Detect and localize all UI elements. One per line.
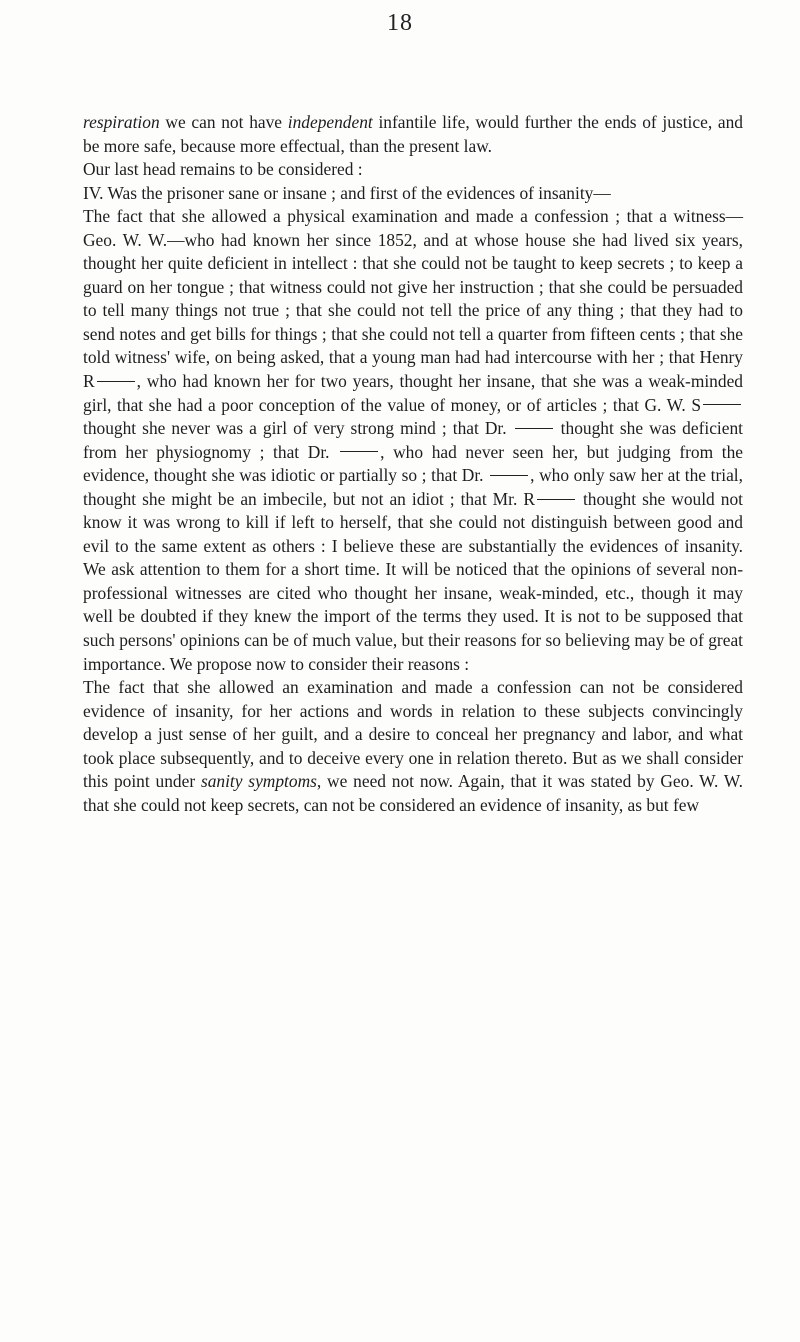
text-run: we can not have: [159, 112, 288, 132]
italic-text: respiration: [83, 112, 160, 132]
italic-text: independent: [287, 112, 373, 132]
text-run: thought she would not know it was wrong to kill if left to herself, that she could not distinguish between good and evil to the same extent as others : I believe these are substantially the evidences of insanity. We ask attention to them for a short time. It will be noticed that the opinions of several non-professional witnesses are cited who thought her insane, weak-minded, etc., though it may well be doubted if they knew the import of the terms they used. It is not to be supposed that such persons' opinions can be of much value, but their reasons for so believing may be of great importance. We propose now to consider their reasons :: [83, 488, 743, 674]
italic-text: sanity symptoms: [200, 771, 317, 792]
text-run: thought she never was a girl of very strong mind ; that Dr.: [83, 418, 513, 439]
text-run: , who had known her for two years, thought her insane, that she was a weak-minded girl, that she had a poor conception of the value of money, or of articles ; that G. W. S: [83, 371, 743, 415]
name-omission-dash: [490, 475, 528, 476]
name-omission-dash: [537, 499, 575, 500]
text-run: The fact that she allowed an examination and made a confession can not be considered evidence of insanity, for her actions and words in relation to these subjects convincingly develop a just sense of her guilt, and a desire to conceal her pregnancy and labor, and what took place subsequently, and to deceive every one in relation thereto. But as we shall consider this point under: [83, 677, 743, 792]
text-run: thought she was deficient from her physiognomy ; that Dr.: [83, 418, 744, 462]
text-run: IV. Was the prisoner sane or insane ; and first of the evidences of insanity—: [83, 182, 611, 203]
paragraph-p2: [83, 158, 743, 182]
paragraph-p3: [83, 182, 743, 206]
text-run: , who had never seen her, but judging from the evidence, thought she was idiotic or partially so ; that Dr.: [83, 441, 744, 486]
name-omission-dash: [703, 404, 741, 405]
page-number: 18: [387, 10, 413, 36]
paragraph-p5: [83, 676, 743, 817]
paragraph-p1: [83, 111, 743, 158]
paragraph-p4: [83, 205, 743, 676]
name-omission-dash: [340, 451, 378, 452]
body-text: [83, 111, 743, 817]
text-run: Our last head remains to be considered :: [83, 159, 363, 180]
name-omission-dash: [97, 381, 135, 382]
text-run: The fact that she allowed a physical examination and made a confession ; that a witness—Geo. W. W.—who had known her since 1852, and at whose house she had lived six years, thought her quite deficient in intellect : that she could not be taught to keep secrets ; to keep a guard on her tongue ; that witness could not give her instruction ; that she could be persuaded to tell many things not true ; that she could not tell the price of any thing ; that they had to send notes and get bills for things ; that she could not tell a quarter from fifteen cents ; that she told witness' wife, on being asked, that a young man had had intercourse with her ; that Henry R: [83, 206, 743, 392]
text-run: , who only saw her at the trial, thought she might be an imbecile, but not an idiot ; that Mr. R: [83, 465, 743, 509]
text-run: , we need not now. Again, that it was stated by Geo. W. W. that she could not keep secrets, can not be considered an evidence of insanity, as but few: [83, 771, 744, 815]
name-omission-dash: [515, 428, 553, 429]
text-run: infantile life, would further the ends of justice, and be more safe, because more effectual, than the present law.: [83, 112, 743, 156]
